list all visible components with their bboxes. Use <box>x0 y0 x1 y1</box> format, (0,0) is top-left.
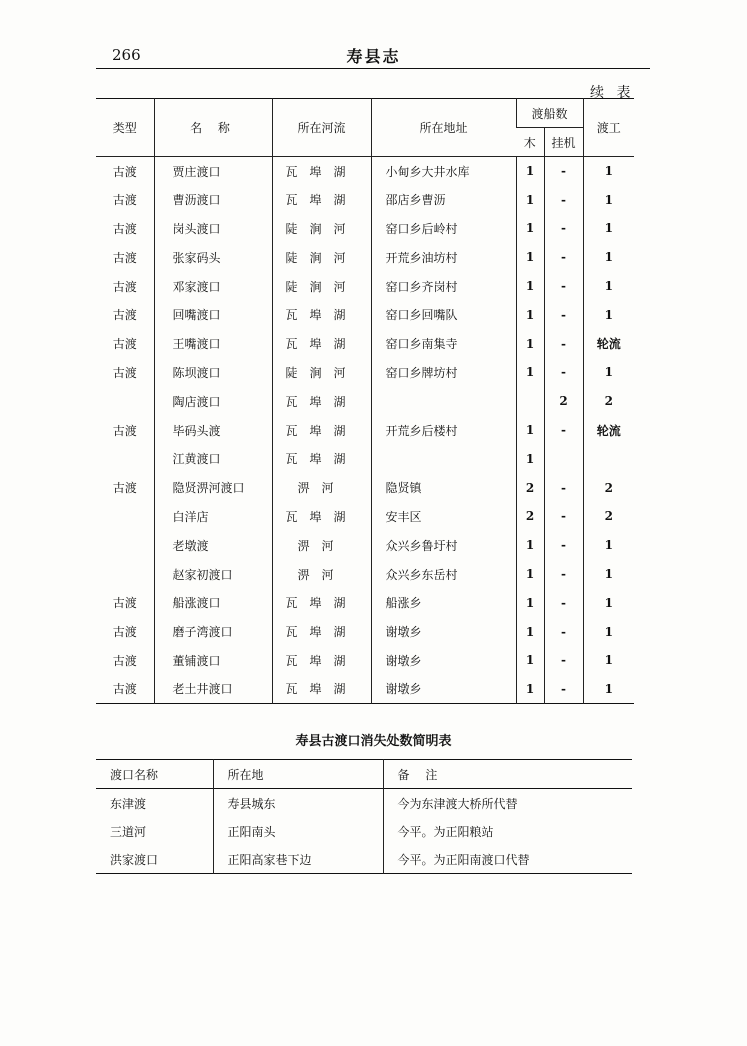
col-location: 所在地址 <box>371 99 516 157</box>
table-row <box>96 560 634 589</box>
table-row <box>96 675 634 704</box>
cell-name: 王嘴渡口 <box>154 329 272 358</box>
col-type: 类型 <box>96 99 154 157</box>
cell-motor: - <box>544 243 583 272</box>
cell-wood: 1 <box>516 157 544 186</box>
table-row <box>96 358 634 387</box>
cell-river: 陡涧河 <box>272 272 371 301</box>
cell-type: 古渡 <box>112 337 137 352</box>
cell-ferrymen: 1 <box>583 358 634 387</box>
cell-location: 开荒乡后楼村 <box>371 416 516 445</box>
cell-type: 古渡 <box>112 279 137 294</box>
table-row <box>96 588 634 617</box>
cell-river: 淠河 <box>272 560 371 589</box>
cell-type: 古渡 <box>112 682 137 697</box>
cell-motor: - <box>544 329 583 358</box>
table-row <box>96 473 634 502</box>
cell-river: 陡涧河 <box>272 358 371 387</box>
cell-wood: 2 <box>516 473 544 502</box>
page-number: 266 <box>112 46 141 64</box>
cell-type: 古渡 <box>112 365 137 380</box>
cell-type: 古渡 <box>112 423 137 438</box>
cell-ferrymen: 2 <box>583 473 634 502</box>
cell-name: 洪家渡口 <box>110 852 159 867</box>
table-row <box>96 300 634 329</box>
cell-wood: 1 <box>516 588 544 617</box>
cell-name: 三道河 <box>110 824 147 839</box>
cell-river: 瓦埠湖 <box>272 617 371 646</box>
cell-river: 淠河 <box>272 531 371 560</box>
cell-name: 毕码头渡 <box>154 416 272 445</box>
cell-ferrymen: 1 <box>583 185 634 214</box>
cell-location: 安丰区 <box>371 502 516 531</box>
cell-location: 众兴乡东岳村 <box>371 560 516 589</box>
cell-location: 正阳南头 <box>213 817 383 845</box>
cell-motor: - <box>544 560 583 589</box>
col-wood: 木 <box>516 128 544 157</box>
cell-name: 白洋店 <box>154 502 272 531</box>
cell-type: 古渡 <box>112 193 137 208</box>
cell-motor <box>544 444 583 473</box>
cell-location: 窑口乡后岭村 <box>371 214 516 243</box>
cell-wood: 1 <box>516 300 544 329</box>
cell-river: 淠河 <box>272 473 371 502</box>
cell-wood: 1 <box>516 531 544 560</box>
cell-river: 瓦埠湖 <box>272 646 371 675</box>
cell-location: 谢墩乡 <box>371 617 516 646</box>
cell-wood: 1 <box>516 358 544 387</box>
cell-motor: - <box>544 300 583 329</box>
cell-type: 古渡 <box>112 164 137 179</box>
cell-wood: 1 <box>516 675 544 704</box>
cell-ferrymen: 1 <box>583 300 634 329</box>
book-title: 寿县志 <box>346 47 401 66</box>
cell-motor: - <box>544 185 583 214</box>
cell-name: 赵家初渡口 <box>154 560 272 589</box>
col-site: 所在地 <box>213 760 383 789</box>
cell-river: 瓦埠湖 <box>272 300 371 329</box>
table-row <box>96 416 634 445</box>
cell-type <box>96 531 154 560</box>
cell-motor: - <box>544 358 583 387</box>
cell-location: 船涨乡 <box>371 588 516 617</box>
col-boats: 渡船数 <box>516 99 583 128</box>
cell-ferrymen: 1 <box>583 531 634 560</box>
cell-name: 老土井渡口 <box>154 675 272 704</box>
continued-label: 续 表 <box>590 85 635 101</box>
cell-ferrymen: 1 <box>583 243 634 272</box>
cell-type: 古渡 <box>112 596 137 611</box>
col-name: 名 称 <box>154 99 272 157</box>
cell-motor: - <box>544 646 583 675</box>
table-row <box>96 185 634 214</box>
cell-ferrymen: 1 <box>583 272 634 301</box>
cell-location: 窑口乡南集寺 <box>371 329 516 358</box>
cell-wood: 1 <box>516 185 544 214</box>
cell-river: 陡涧河 <box>272 214 371 243</box>
cell-ferrymen: 轮流 <box>583 416 634 445</box>
col-ferry-name: 渡口名称 <box>110 767 159 782</box>
cell-type: 古渡 <box>112 250 137 265</box>
cell-type: 古渡 <box>112 481 137 496</box>
cell-river: 瓦埠湖 <box>272 502 371 531</box>
cell-name: 隐贤淠河渡口 <box>154 473 272 502</box>
cell-remarks: 今平。为正阳粮站 <box>383 817 632 845</box>
table-row <box>96 617 634 646</box>
cell-motor: - <box>544 502 583 531</box>
cell-river: 瓦埠湖 <box>272 157 371 186</box>
cell-ferrymen: 1 <box>583 675 634 704</box>
table-row <box>96 845 632 874</box>
table-row <box>96 243 634 272</box>
cell-name: 曹沥渡口 <box>154 185 272 214</box>
cell-ferrymen: 轮流 <box>583 329 634 358</box>
cell-motor: - <box>544 531 583 560</box>
cell-ferrymen: 1 <box>583 646 634 675</box>
cell-wood: 1 <box>516 617 544 646</box>
cell-location: 窑口乡牌坊村 <box>371 358 516 387</box>
cell-name: 江黄渡口 <box>154 444 272 473</box>
table-row <box>96 214 634 243</box>
cell-type: 古渡 <box>112 308 137 323</box>
cell-motor: - <box>544 473 583 502</box>
table-row <box>96 502 634 531</box>
cell-ferrymen: 1 <box>583 157 634 186</box>
cell-name: 船涨渡口 <box>154 588 272 617</box>
cell-ferrymen: 1 <box>583 617 634 646</box>
cell-river: 瓦埠湖 <box>272 329 371 358</box>
cell-wood: 2 <box>516 502 544 531</box>
cell-type <box>96 502 154 531</box>
cell-location: 邵店乡曹沥 <box>371 185 516 214</box>
table-row <box>96 157 634 186</box>
cell-wood: 1 <box>516 214 544 243</box>
cell-location: 窑口乡齐岗村 <box>371 272 516 301</box>
cell-ferrymen: 1 <box>583 588 634 617</box>
cell-location: 小甸乡大井水库 <box>371 157 516 186</box>
cell-type: 古渡 <box>112 653 137 668</box>
cell-wood: 1 <box>516 444 544 473</box>
table-row <box>96 329 634 358</box>
col-river: 所在河流 <box>272 99 371 157</box>
cell-wood: 1 <box>516 560 544 589</box>
cell-wood: 1 <box>516 329 544 358</box>
cell-location: 隐贤镇 <box>371 473 516 502</box>
cell-name: 磨子湾渡口 <box>154 617 272 646</box>
cell-ferrymen <box>583 444 634 473</box>
table-row <box>96 646 634 675</box>
cell-name: 陈坝渡口 <box>154 358 272 387</box>
cell-motor: - <box>544 617 583 646</box>
table-row <box>96 387 634 416</box>
cell-river: 瓦埠湖 <box>272 675 371 704</box>
cell-motor: - <box>544 675 583 704</box>
cell-location: 谢墩乡 <box>371 646 516 675</box>
cell-location: 正阳高家巷下边 <box>213 845 383 874</box>
cell-wood: 1 <box>516 243 544 272</box>
cell-name: 岗头渡口 <box>154 214 272 243</box>
cell-type: 古渡 <box>112 625 137 640</box>
cell-ferrymen: 1 <box>583 214 634 243</box>
cell-ferrymen: 1 <box>583 560 634 589</box>
col-ferrymen: 渡工 <box>583 99 634 157</box>
cell-name: 老墩渡 <box>154 531 272 560</box>
cell-location: 谢墩乡 <box>371 675 516 704</box>
cell-remarks: 今为东津渡大桥所代替 <box>383 789 632 818</box>
table-row <box>96 444 634 473</box>
cell-name: 陶店渡口 <box>154 387 272 416</box>
cell-name: 董铺渡口 <box>154 646 272 675</box>
vanished-table-title: 寿县古渡口消失处数简明表 <box>295 734 452 749</box>
cell-type: 古渡 <box>112 221 137 236</box>
cell-river: 陡涧河 <box>272 243 371 272</box>
cell-remarks: 今平。为正阳南渡口代替 <box>383 845 632 874</box>
cell-type <box>96 444 154 473</box>
cell-location <box>371 444 516 473</box>
cell-wood: 1 <box>516 416 544 445</box>
cell-type <box>96 387 154 416</box>
cell-wood: 1 <box>516 646 544 675</box>
cell-name: 贾庄渡口 <box>154 157 272 186</box>
cell-location: 众兴乡鲁圩村 <box>371 531 516 560</box>
vanished-ferry-table <box>96 759 632 874</box>
cell-motor: - <box>544 157 583 186</box>
cell-motor: - <box>544 272 583 301</box>
cell-ferrymen: 2 <box>583 387 634 416</box>
cell-motor: - <box>544 416 583 445</box>
cell-location <box>371 387 516 416</box>
cell-river: 瓦埠湖 <box>272 416 371 445</box>
header-rule <box>96 68 650 69</box>
cell-river: 瓦埠湖 <box>272 185 371 214</box>
cell-name: 张家码头 <box>154 243 272 272</box>
cell-wood: 1 <box>516 272 544 301</box>
cell-river: 瓦埠湖 <box>272 387 371 416</box>
col-motor: 挂机 <box>544 128 583 157</box>
cell-location: 寿县城东 <box>213 789 383 818</box>
cell-wood <box>516 387 544 416</box>
cell-motor: - <box>544 588 583 617</box>
table-row <box>96 789 632 818</box>
ferry-table <box>96 98 634 704</box>
cell-location: 窑口乡回嘴队 <box>371 300 516 329</box>
cell-name: 东津渡 <box>110 796 147 811</box>
cell-location: 开荒乡油坊村 <box>371 243 516 272</box>
cell-type <box>96 560 154 589</box>
cell-river: 瓦埠湖 <box>272 444 371 473</box>
cell-motor: 2 <box>544 387 583 416</box>
cell-name: 回嘴渡口 <box>154 300 272 329</box>
table-row <box>96 817 632 845</box>
cell-motor: - <box>544 214 583 243</box>
col-remarks: 备 注 <box>383 760 632 789</box>
cell-ferrymen: 2 <box>583 502 634 531</box>
cell-name: 邓家渡口 <box>154 272 272 301</box>
cell-river: 瓦埠湖 <box>272 588 371 617</box>
table-row <box>96 272 634 301</box>
table-row <box>96 531 634 560</box>
